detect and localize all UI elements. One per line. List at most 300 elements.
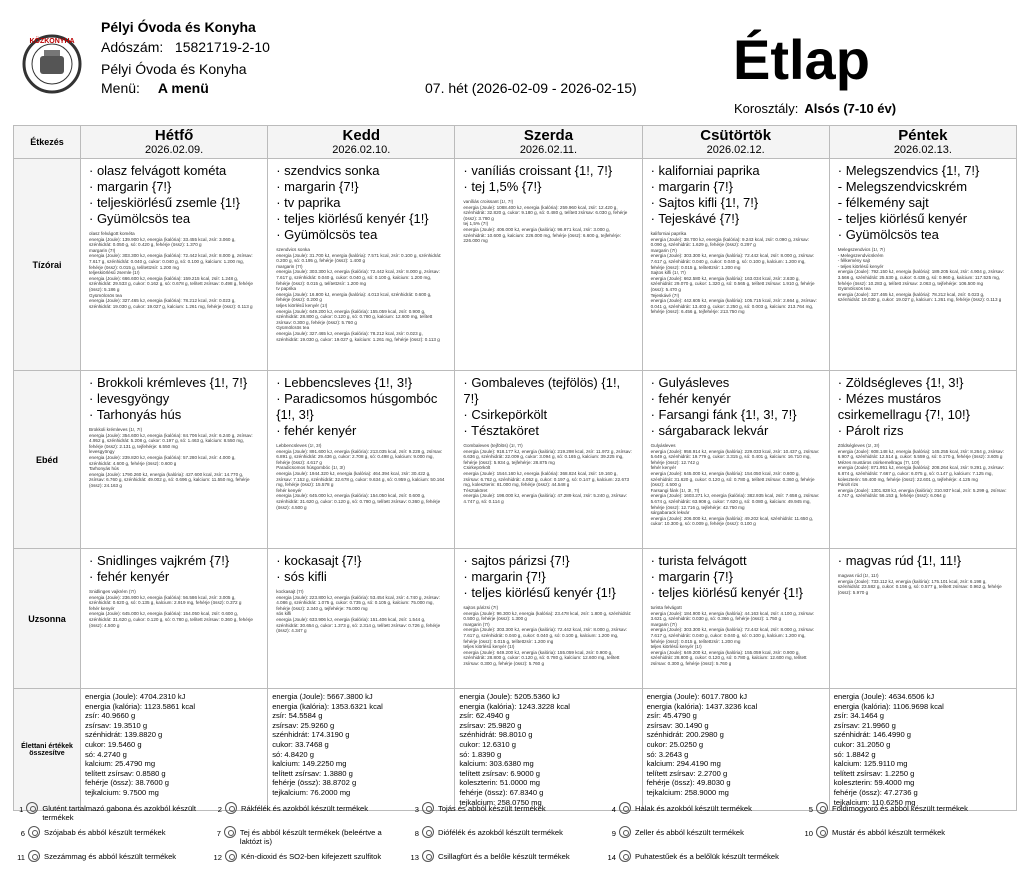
nutrition-line: margarin (7!) <box>650 621 677 627</box>
total-line: energia (kalória): 1243.3228 kcal <box>459 701 570 711</box>
menu-label: Menü: <box>101 80 140 96</box>
nutrition-line: energia (Joule): 608.148 kJ, energia (kalória): 145.255 kcal, zsír: 8.264 g, zsírsav: 6.907 g, szénhidrát: 12.514 g, cukor: 5.559 g, só: 0.170 g, fehérje (össz): 3.605 g <box>837 448 1004 460</box>
dish-item: · fehér kenyér <box>650 391 731 406</box>
nutrition-line: vaníliás croissant (1!, 7!) <box>463 199 514 204</box>
day-date: 2026.02.09. <box>145 144 204 156</box>
dish-item: · Tésztaköret <box>463 423 539 438</box>
nutrition-line: energia (Joule): 1301.828 kJ, energia (kalória): 310.937 kcal, zsír: 5.299 g, zsírsav: 4.747 g, szénhidrát: 56.153 g, fehérje (össz): 6.064 g <box>837 487 1007 499</box>
legend-text: Zeller és abból készült termékek <box>635 828 744 837</box>
nutrition-line: energia (Joule): 198.000 kJ, energia (kalória): 47.289 kcal, zsír: 5.240 g, zsírsav: 4.747 g, só: 0.114 g <box>463 493 628 504</box>
totals-cell <box>829 689 1016 811</box>
legend-number: 5 <box>808 805 813 814</box>
total-line: só: 1.8842 g <box>833 749 876 759</box>
soy-icon <box>28 826 40 838</box>
nutrition-line: energia (Joule): 792.150 kJ, energia (kalória): 189.205 kcal, zsír: 4.904 g, zsírsav: 3.566 g, szénhidrát: 25.530 g, cukor: 0.438 g, só: 0.960 g, kalcium: 117.525 mg, fehérje (össz): 10.283 g, telített zsírsav: 2.063 g, tejfehérje: 106.500 mg <box>837 269 1004 286</box>
tax-label: Adószám: <box>101 39 164 55</box>
dish-item: · Gyümölcsös tea <box>89 211 191 226</box>
nutrition-details <box>276 443 446 510</box>
dish-list <box>89 163 259 227</box>
menu-cell-content <box>455 371 641 507</box>
dish-item: · Tarhonyás hús <box>89 407 182 422</box>
total-line: koleszterin: 59.4000 mg <box>833 778 915 788</box>
total-line: zsír: 40.9660 g <box>85 711 136 721</box>
nutrition-line: energia (Joule): 303.300 kJ, energia (kalória): 72.442 kcal, zsír: 8.000 g, zsírsav: 7.617 g, szénhidrát: 0.040 g, cukor: 0.040 g, só: 0.100 g, kalcium: 1.200 mg, fehérje (össz): 0.015 g, telítettzsír: 1.200 mg <box>650 253 815 270</box>
menu-cell-content <box>268 159 454 344</box>
nutrition-line: Tejeskávé (7!) <box>650 292 680 298</box>
total-line: energia (Joule): 5667.3800 kJ <box>272 692 373 701</box>
total-line: zsír: 54.5584 g <box>272 711 323 721</box>
peanut-icon <box>816 802 828 814</box>
dish-item: · Gyümölcsös tea <box>837 227 939 242</box>
legend-number: 10 <box>804 829 813 838</box>
totals-cell <box>268 689 455 811</box>
total-line: tejkalcium: 258.9000 mg <box>646 787 729 797</box>
menu-line <box>101 80 209 96</box>
day-name: Hétfő <box>154 127 194 144</box>
age-group <box>734 101 896 116</box>
dish-item: · teljes kiörlésű kenyér {1!} <box>276 211 429 226</box>
logo-text: KÖZKONYHA <box>29 38 75 45</box>
menu-cell-content <box>268 371 454 512</box>
total-line: szénhidrát: 139.8820 g <box>85 730 163 740</box>
age-value: Alsós (7-10 év) <box>804 101 897 116</box>
nutrition-line: energia (Joule): 645.000 kJ, energia (kalória): 154.050 kcal, zsír: 0.600 g, szénhidrát: 31.620 g, cukor: 0.120 g, só: 0.780 g, telített zsírsav: 0.360 g, fehérje (össz): 4.500 g <box>89 611 253 628</box>
menu-cell <box>829 159 1016 371</box>
dish-list <box>838 163 1008 243</box>
legend-item <box>604 850 794 862</box>
nutrition-line: - teljes kiörlésű kenyér <box>837 263 884 269</box>
nutrition-line: kockasajt (7!) <box>276 589 304 594</box>
legend-text: Mustár és abból készült termékek <box>832 828 946 837</box>
dish-item: · margarin {7!} <box>650 179 733 194</box>
legend-text: Tej és abból készült termékek (beleértve a laktózt is) <box>239 828 382 846</box>
legend-item <box>13 850 203 862</box>
day-date: 2026.02.12. <box>706 144 765 156</box>
legend-text: Tojás és abból készült termékek <box>438 804 546 813</box>
wheat-icon <box>26 802 38 814</box>
nutrition-line: energia (Joule): 31.700 kJ, energia (kalória): 7.571 kcal, zsír: 0.100 g, szénhidrát: 0.200 g, só: 0.195 g, fehérje (össz): 1.400 g <box>276 252 442 264</box>
nutrition-line: fehér kenyér <box>650 465 677 471</box>
total-line: zsírsav: 25.9260 g <box>272 720 335 730</box>
nutrition-details <box>838 573 1008 595</box>
meal-row <box>14 371 1017 549</box>
day-date: 2026.02.10. <box>332 144 391 156</box>
total-line: fehérje (össz): 38.8702 g <box>272 778 357 788</box>
total-line: tejkalcium: 110.6250 mg <box>833 797 916 807</box>
nutrition-line: energia (Joule): 645.000 kJ, energia (kalória): 154.050 kcal, zsír: 0.600 g, szénhidrát: 31.620 g, cukor: 0.120 g, só: 0.780 g, telített zsírsav: 0.360 g, fehérje (össz): 4.500 g <box>650 470 815 488</box>
total-line: energia (kalória): 1437.3236 kcal <box>646 701 758 711</box>
menu-cell <box>81 159 268 371</box>
dish-item: · Farsangi fánk {1!, 3!, 7!} <box>650 407 797 422</box>
nutrition-line: Snidlinges vajkrém (7!) <box>89 589 136 594</box>
meal-label: Uzsonna <box>14 549 81 689</box>
legend-text: Kén-dioxid és SO2-ben kifejezett szulfitok <box>241 852 382 861</box>
legend-number: 14 <box>607 853 616 862</box>
milk-icon <box>224 826 236 838</box>
nutrition-details <box>651 231 821 315</box>
nutrition-line: sárgabarack lekvár <box>650 510 690 516</box>
nutrition-line: magvas rúd (1!, 11!) <box>837 573 879 578</box>
legend-item <box>210 850 400 862</box>
nutrition-line: energia (Joule): 239.820 kJ, energia (kalória): 57.280 kcal, zsír: 4.000 g, szénhidrát: 4.600 g, fehérje (össz): 0.600 g <box>89 454 236 466</box>
nutrition-details <box>463 199 633 244</box>
nutrition-line: szendvics sonka <box>276 247 310 252</box>
legend-number: 4 <box>611 805 616 814</box>
menu-cell-content <box>268 549 454 636</box>
dish-item: · margarin {7!} <box>463 569 546 584</box>
nutrition-line: Mézes mustáros csirkemellragu (7!, 10!) <box>837 459 920 465</box>
nutrition-details <box>651 443 821 527</box>
legend-number: 3 <box>414 805 419 814</box>
total-line: fehérje (össz): 67.8340 g <box>459 787 544 797</box>
nutrition-line: Gombaleves (tejfölös) (1!, 7!) <box>463 443 523 448</box>
legend-number: 9 <box>611 829 616 838</box>
nutrition-line: levesgyöngy <box>89 449 115 455</box>
legend-item <box>13 802 203 822</box>
nutrition-line: energia (Joule): 662.580 kJ, energia (kalória): 163.034 kcal, zsír: 2.630 g, szénhidrát: 29.070 g, cukor: 1.320 g, só: 0.565 g, telített zsírsav: 1.910 g, fehérje (össz): 5.470 g <box>650 275 815 292</box>
total-line: só: 4.2740 g <box>85 749 127 759</box>
nutrition-line: margarin (7!) <box>276 263 303 269</box>
nutrition-line: energia (Joule): 406.000 kJ, energia (kalória): 96.971 kcal, zsír: 3.000 g, szénhidrát: 10.600 g, kalcium: 226.000 mg, fehérje (össz): 6.600 g, tejfehérje: 226.000 mg <box>463 226 621 244</box>
nutrition-line: Melegszendvics (1!, 7!) <box>837 247 885 252</box>
total-line: telített zsírsav: 2.2700 g <box>646 768 728 778</box>
dish-item: · sárgabarack lekvár <box>650 423 769 438</box>
menu-cell-content <box>81 371 267 491</box>
legend-number: 13 <box>410 853 419 862</box>
nutrition-line: energia (Joule): 649.200 kJ, energia (kalória): 155.059 kcal, zsír: 0.900 g, szénhidrát: 28.800 g, cukor: 0.120 g, só: 0.780 g, kalcium: 12.600 mg, telített zsírsav: 0.300 g, fehérje (össz): 5.760 g <box>276 308 433 325</box>
day-name: Szerda <box>523 127 574 144</box>
legend-number: 8 <box>414 829 419 838</box>
nutrition-details <box>463 605 633 667</box>
legend-text: Rákfélék és azokból készült termékek <box>241 804 369 813</box>
nutrition-details <box>89 427 259 489</box>
legend-text: Glutént tartalmazó gabona és azokból készült termékek <box>42 804 196 822</box>
menu-cell <box>81 371 268 549</box>
nutrition-line: fehér kenyér <box>89 605 115 611</box>
dish-item: - teljes kiörlésű kenyér <box>837 211 968 226</box>
dish-item: · sós kifli <box>276 569 327 584</box>
nutrition-line: energia (Joule): 38.700 kJ, energia (kalória): 9.243 kcal, zsír: 0.090 g, zsírsav: 0.090 g, szénhidrát: 1.629 g, fehérje (össz): 0.297 g <box>650 236 810 248</box>
total-line: zsír: 45.4790 g <box>646 711 697 721</box>
nutrition-line: energia (Joule): 666.600 kJ, energia (kalória): 159.215 kcal, zsír: 1.248 g, szénhidrát: 29.533 g, cukor: 0.162 g, só: 0.678 g, telített zsírsav: 0.498 g, fehérje (össz): 5.186 g <box>89 275 253 292</box>
page-title: Étlap <box>733 28 870 91</box>
total-line: zsír: 34.1464 g <box>833 711 884 721</box>
nutrition-line: sós kifli <box>276 611 292 617</box>
total-line: só: 1.8390 g <box>459 749 502 759</box>
dish-list <box>838 553 1008 569</box>
menu-cell <box>455 371 642 549</box>
nutrition-line: energia (Joule): 303.300 kJ, energia (kalória): 72.442 kcal, zsír: 8.000 g, zsírsav: 7.617 g, szénhidrát: 0.040 g, cukor: 0.040 g, só: 0.100 g, kalcium: 1.200 mg, fehérje (össz): 0.015 g, telítettzsír: 1.200 mg <box>276 269 440 286</box>
menu-cell-content <box>830 371 1016 501</box>
legend-item <box>407 850 597 862</box>
menu-cell-content <box>643 159 829 317</box>
legend-number: 11 <box>17 853 25 862</box>
dish-item: · Gulyásleves <box>650 375 730 390</box>
total-line: só: 4.8420 g <box>272 749 314 759</box>
dish-item: · teljes kiörlésű kenyér {1!} <box>650 585 804 600</box>
dish-item: · sajtos párizsi {7!} <box>463 553 570 568</box>
menu-cell-content <box>81 549 267 630</box>
total-line: szénhidrát: 174.3190 g <box>272 730 350 740</box>
nutrition-line: energia (Joule): 1944.320 kJ, energia (kalória): 464.394 kcal, zsír: 30.422 g, zsírsav: 7.152 g, szénhidrát: 32.678 g, cukor: 9.634 g, só: 0.959 g, kalcium: 50.164 mg, fehérje (össz): 15.578 g <box>276 470 445 488</box>
dish-item: · teljeskiörlésű zsemle {1!} <box>89 195 241 210</box>
mollusc-icon <box>619 850 631 862</box>
day-header <box>455 126 642 159</box>
total-line: szénhidrát: 146.4990 g <box>833 730 912 740</box>
legend-item <box>13 826 203 838</box>
dish-item: · Snidlinges vajkrém {7!} <box>89 553 230 568</box>
total-line: energia (Joule): 4704.2310 kJ <box>85 692 186 701</box>
organization-name-secondary: Pélyi Óvoda és Konyha <box>101 61 247 77</box>
legend-text: Földimogyoró és abból készült termékek <box>832 804 968 813</box>
dish-item: · Gombaleves (tejfölös) {1!, 7!} <box>463 375 621 406</box>
total-line: cukor: 19.5460 g <box>85 739 142 749</box>
nutrition-details <box>89 589 259 628</box>
nutrition-line: energia (Joule): 442.605 kJ, energia (kalória): 105.715 kcal, zsír: 2.664 g, zsírsav: 0.041 g, szénhidrát: 13.403 g, cukor: 2.250 g, só: 0.003 g, kalcium: 213.764 mg, fehérje (össz): 6.456 g, tejfehérje: 213.750 mg <box>650 298 817 315</box>
total-line: cukor: 25.0250 g <box>646 739 704 749</box>
nutrition-line: energia (Joule): 649.200 kJ, energia (kalória): 155.059 kcal, zsír: 0.900 g, szénhidrát: 28.800 g, cukor: 0.120 g, só: 0.780 g, kalcium: 12.600 mg, telített zsírsav: 0.300 g, fehérje (össz): 5.760 g <box>463 649 620 666</box>
total-line: zsír: 62.4940 g <box>459 711 510 721</box>
dish-item: · Párolt rizs <box>837 423 904 438</box>
dish-item: · kockasajt {7!} <box>276 553 362 568</box>
nutrition-line: energia (Joule): 96.300 kJ, energia (kalória): 23.478 kcal, zsír: 1.800 g, szénhidrát: 0.500 g, fehérje (össz): 1.300 g <box>463 610 632 622</box>
totals-cell <box>455 689 642 811</box>
dish-item: · tej 1,5% {7!} <box>463 179 542 194</box>
nutrition-details <box>463 443 633 505</box>
dish-list <box>463 375 633 439</box>
nutrition-line: energia (Joule): 184.900 kJ, energia (kalória): 44.163 kcal, zsír: 4.100 g, zsírsav: 3.621 g, szénhidrát: 0.030 g, só: 0.366 g, fehérje (össz): 1.750 g <box>650 610 815 622</box>
dish-list <box>89 375 259 423</box>
sesame-icon <box>28 850 40 862</box>
total-line: zsírsav: 21.9960 g <box>833 720 896 730</box>
legend-item <box>407 826 597 838</box>
nutrition-line: margarin (7!) <box>89 247 116 253</box>
nutrition-line: energia (Joule): 633.906 kJ, energia (kalória): 151.406 kcal, zsír: 1.544 g, szénhidrát: 30.654 g, cukor: 1.373 g, só: 2.314 g, telített zsírsav: 0.726 g, fehérje (össz): 4.347 g <box>276 616 441 634</box>
dish-item: · Tejeskávé {7!} <box>650 211 740 226</box>
dish-item: · tv paprika <box>276 195 341 210</box>
nutrition-line: Gulyásleves <box>650 443 676 448</box>
nutrition-line: teljeskiörlésű zsemle (1!) <box>89 270 140 276</box>
legend-item <box>210 826 400 846</box>
total-line: fehérje (össz): 49.8030 g <box>646 778 731 788</box>
dish-list <box>276 553 446 585</box>
dish-item: · Zöldségleves {1!, 3!} <box>837 375 964 390</box>
nutrition-line: Paradicsomos húsgombóc (1!, 3!) <box>276 465 345 471</box>
total-line: tejkalcium: 76.2000 mg <box>272 787 351 797</box>
dish-item: · kaliforniai paprika <box>650 163 760 178</box>
total-line: fehérje (össz): 47.2736 g <box>833 787 918 797</box>
legend-text: Diófélék és azokból készült termékek <box>438 828 563 837</box>
nutrition-line: - Melegszendvicskrém <box>837 252 884 258</box>
menu-cell <box>642 159 829 371</box>
nutrition-line: Tésztaköret <box>463 487 488 493</box>
dish-item: · margarin {7!} <box>276 179 359 194</box>
total-line: telített zsírsav: 6.9000 g <box>459 768 540 778</box>
crab-icon <box>225 802 237 814</box>
legend-number: 2 <box>217 805 222 814</box>
legend-text: Szezámmag és abból készült termékek <box>44 852 177 861</box>
nutrition-line: turista felvágott <box>650 605 682 610</box>
nutrition-line: energia (Joule): 1790.260 kJ, energia (kalória): 427.600 kcal, zsír: 14.770 g, zsírsav: 6.760 g, szénhidrát: 49.002 g, só: 0.696 g, kalcium: 11.550 mg, fehérje (össz): 24.163 g <box>89 471 250 488</box>
nutrition-line: Sajtos kifli (1!, 7!) <box>650 270 686 276</box>
nutrition-line: Párolt rizs <box>837 482 859 488</box>
day-header <box>642 126 829 159</box>
nutrition-line: energia (Joule): 1088.400 kJ, energia (kalória): 259.960 kcal, zsír: 12.420 g, szénhidrát: 32.820 g, cukor: 9.180 g, só: 0.480 g, telített zsírsav: 6.030 g, fehérje (össz): 3.780 g <box>463 204 628 221</box>
fish-icon <box>619 802 631 814</box>
nutrition-line: Gyümölcsös tea <box>276 325 310 331</box>
nutrition-line: energia (Joule): 206.000 kJ, energia (kalória): 49.202 kcal, szénhidrát: 11.650 g, cukor: 10.300 g, só: 0.009 g, fehérje (össz): 0.100 g <box>650 515 814 527</box>
nutrition-line: olasz felvágott kométa <box>89 231 135 236</box>
nutrition-line: energia (Joule): 1544.160 kJ, energia (kalória): 368.824 kcal, zsír: 19.160 g, zsírsav: 6.762 g, szénhidrát: 4.052 g, cukor: 0.197 g, só: 0.147 g, kalcium: 22.673 mg, koleszterin: 81.000 mg, fehérje (össz): 44.548 g <box>463 470 630 488</box>
nutrition-line: energia (Joule): 327.465 kJ, energia (kalória): 78.212 kcal, zsír: 0.023 g, szénhidrát: 19.030 g, cukor: 19.027 g, kalcium: 1.261 mg, fehérje (össz): 0.113 g <box>276 330 440 342</box>
nutrition-line: kaliforniai paprika <box>650 231 687 236</box>
nutrition-line: margarin (7!) <box>650 247 677 253</box>
nutrition-details <box>276 247 446 342</box>
week-range: 07. hét (2026-02-09 - 2026-02-15) <box>425 80 637 96</box>
dish-list <box>838 375 1008 439</box>
dish-item: · margarin {7!} <box>89 179 172 194</box>
total-line: telített zsírsav: 1.3880 g <box>272 768 353 778</box>
menu-cell <box>829 371 1016 549</box>
nutrition-line: energia (Joule): 958.914 kJ, energia (kalória): 229.033 kcal, zsír: 10.437 g, zsírsav: 5.649 g, szénhidrát: 19.779 g, cukor: 3.315 g, só: 0.401 g, kalcium: 16.710 mg, fehérje (össz): 12.742 g <box>650 448 820 465</box>
total-line: cukor: 12.6310 g <box>459 739 516 749</box>
day-header <box>829 126 1016 159</box>
dish-item: · turista felvágott <box>650 553 747 568</box>
totals-cell <box>81 689 268 811</box>
nutrition-line: energia (Joule): 236.900 kJ, energia (kalória): 56.586 kcal, zsír: 3.005 g, szénhidrát: 0.620 g, só: 0.135 g, kalcium: 2.919 mg, fehérje (össz): 0.372 g <box>89 594 242 606</box>
menu-cell-content <box>643 549 829 669</box>
nutrition-line: fehér kenyér <box>276 487 302 493</box>
total-line: energia (kalória): 1106.9698 kcal <box>833 701 944 711</box>
lupin-icon <box>422 850 434 862</box>
nutrition-line: energia (Joule): 891.600 kJ, energia (kalória): 213.035 kcal, zsír: 9.228 g, zsírsav: 6.891 g, szénhidrát: 29.436 g, cukor: 2.708 g, só: 0.498 g, kalcium: 9.000 mg, fehérje (össz): 4.617 g <box>276 448 443 465</box>
menu-cell-content <box>830 549 1016 597</box>
legend-item <box>407 802 597 814</box>
dish-list <box>89 553 259 585</box>
menu-cell-content <box>830 159 1016 305</box>
kozkonyha-logo <box>22 30 82 98</box>
totals-cell <box>642 689 829 811</box>
total-line: energia (kalória): 1123.5861 kcal <box>85 701 196 711</box>
dish-item: · Brokkoli krémleves {1!, 7!} <box>89 375 248 390</box>
legend-item <box>210 802 400 814</box>
dish-item: · fehér kenyér <box>89 569 170 584</box>
totals-label: Élettani értékek összesítve <box>14 689 81 811</box>
menu-cell <box>829 549 1016 689</box>
total-line: energia (Joule): 5205.5360 kJ <box>459 692 560 701</box>
tax-value: 15821719-2-10 <box>174 39 270 55</box>
total-line: cukor: 31.2050 g <box>833 739 891 749</box>
total-line: zsírsav: 25.9820 g <box>459 720 522 730</box>
totals-row <box>14 689 1017 811</box>
legend-number: 1 <box>19 805 24 814</box>
menu-cell <box>455 159 642 371</box>
nutrition-line: Gyümölcsös tea <box>837 286 871 292</box>
dish-item: · vaníliás croissant {1!, 7!} <box>463 163 613 178</box>
meal-label: Ebéd <box>14 371 81 549</box>
nutrition-details <box>651 605 821 667</box>
nutrition-line: Gyümölcsös tea <box>89 292 122 298</box>
total-line: szénhidrát: 98.8010 g <box>459 730 533 740</box>
dish-item: · Sajtos kifli {1!, 7!} <box>650 195 759 210</box>
total-line: kalcium: 294.4190 mg <box>646 759 721 769</box>
nutrition-line: teljes kiörlésű kenyér (1!) <box>276 302 328 308</box>
dish-item: · olasz felvágott kométa <box>89 163 227 178</box>
total-line: zsírsav: 30.1490 g <box>646 720 709 730</box>
menu-cell <box>81 549 268 689</box>
nutrition-line: energia (Joule): 139.900 kJ, energia (kalória): 33.455 kcal, zsír: 3.060 g, szénhidrát: 0.050 g, só: 0.420 g, fehérje (össz): 1.370 g <box>89 236 236 248</box>
nutrition-line: energia (Joule): 303.300 kJ, energia (kalória): 72.442 kcal, zsír: 8.000 g, zsírsav: 7.617 g, szénhidrát: 0.040 g, cukor: 0.040 g, só: 0.100 g, kalcium: 1.200 mg, fehérje (össz): 0.015 g, telítettzsír: 1.200 mg <box>463 627 628 644</box>
dish-item: · Lebbencsleves {1!, 3!} <box>276 375 413 390</box>
menu-cell <box>642 371 829 549</box>
total-line: fehérje (össz): 38.7600 g <box>85 778 170 788</box>
nutrition-line: - félkemény sajt <box>837 258 870 264</box>
total-line: energia (kalória): 1353.6321 kcal <box>272 701 383 711</box>
menu-value: A menü <box>157 80 209 96</box>
menu-table <box>13 125 1017 811</box>
nutrition-line: energia (Joule): 871.951 kJ, energia (kalória): 208.264 kcal, zsír: 9.291 g, zsírsav: 6.874 g, szénhidrát: 7.667 g, cukor: 6.075 g, só: 0.147 g, kalcium: 7.125 mg, koleszterin: 59.400 mg, fehérje (össz): 22.601 g, tejfehérje: 4.125 mg <box>837 465 1004 482</box>
legend-text: Puhatestűek és a belőlük készült termékek <box>635 852 779 861</box>
day-date: 2026.02.13. <box>893 144 952 156</box>
total-line: kalcium: 149.2250 mg <box>272 759 347 769</box>
menu-cell <box>268 549 455 689</box>
nutrition-line: energia (Joule): 303.300 kJ, energia (kalória): 72.442 kcal, zsír: 8.000 g, zsírsav: 7.617 g, szénhidrát: 0.040 g, cukor: 0.040 g, só: 0.100 g, kalcium: 1.200 mg, fehérje (össz): 0.015 g, telítettzsír: 1.200 mg <box>650 627 815 644</box>
nutrition-line: energia (Joule): 327.465 kJ, energia (kalória): 78.212 kcal, zsír: 0.023 g, szénhidrát: 19.030 g, cukor: 19.027 g, kalcium: 1.261 mg, fehérje (össz): 0.113 g <box>89 298 253 309</box>
nutrition-line: teljes kiörlésű kenyér (1!) <box>463 644 515 650</box>
legend-number: 6 <box>20 829 25 838</box>
celery-icon <box>619 826 631 838</box>
total-line: zsírsav: 19.3510 g <box>85 720 148 730</box>
day-name: Csütörtök <box>700 127 772 144</box>
day-date: 2026.02.11. <box>519 144 578 156</box>
nutrition-line: energia (Joule): 733.112 kJ, energia (kalória): 175.101 kcal, zsír: 6.198 g, szénhidrát: 23.582 g, cukor: 0.156 g, só: 0.577 g, telített zsírsav: 0.962 g, fehérje (össz): 5.970 g <box>837 578 1002 595</box>
day-name: Péntek <box>898 127 948 144</box>
nutrition-line: energia (Joule): 645.000 kJ, energia (kalória): 154.050 kcal, zsír: 0.600 g, szénhidrát: 31.620 g, cukor: 0.120 g, só: 0.780 g, telített zsírsav: 0.360 g, fehérje (össz): 4.500 g <box>276 493 441 510</box>
dish-item: · Csirkepörkölt <box>463 407 548 422</box>
legend-number: 7 <box>216 829 221 838</box>
dish-list <box>651 553 821 601</box>
nutrition-line: tv paprika <box>276 286 297 292</box>
nutrition-line: energia (Joule): 223.800 kJ, energia (kalória): 53.454 kcal, zsír: 4.740 g, zsírsav: 4.086 g, szénhidrát: 1.075 g, cukor: 0.735 g, só: 0.105 g, kalcium: 75.000 mg, fehérje (össz): 2.340 g, tejfehérje: 75.000 mg <box>276 594 440 611</box>
nutrition-line: energia (Joule): 649.200 kJ, energia (kalória): 155.059 kcal, zsír: 0.900 g, szénhidrát: 28.800 g, cukor: 0.120 g, só: 0.780 g, kalcium: 12.600 mg, telített zsírsav: 0.300 g, fehérje (össz): 5.760 g <box>650 649 807 666</box>
dish-list <box>651 163 821 227</box>
day-header <box>81 126 268 159</box>
tax-number <box>101 39 270 55</box>
total-line: telített zsírsav: 1.2250 g <box>833 768 915 778</box>
menu-cell-content <box>643 371 829 529</box>
menu-cell <box>268 371 455 549</box>
dish-item: · magvas rúd {1!, 11!} <box>837 553 962 568</box>
total-line: só: 3.2643 g <box>646 749 689 759</box>
legend-text: Csillagfürt és a belőle készült termékek <box>438 852 570 861</box>
age-label: Korosztály: <box>734 101 799 116</box>
nutrition-line: energia (Joule): 1603.271 kJ, energia (kalória): 382.935 kcal, zsír: 7.658 g, zsírsav: 5.674 g, szénhidrát: 63.908 g, cukor: 7.620 g, só: 0.080 g, kalcium: 49.945 mg, fehérje (össz): 12.716 g, tejfehérje: 42.750 mg <box>650 493 820 510</box>
dish-item: · margarin {7!} <box>650 569 733 584</box>
egg-icon <box>422 802 434 814</box>
total-line: energia (Joule): 6017.7800 kJ <box>646 692 748 701</box>
nutrition-line: Tarhonyás hús <box>89 466 119 472</box>
nutrition-line: sajtos párizsi (7!) <box>463 605 499 610</box>
total-line: cukor: 33.7468 g <box>272 739 329 749</box>
dish-list <box>276 163 446 243</box>
legend-text: Halak és azokból készült termékek <box>635 804 752 813</box>
dish-item: · fehér kenyér <box>276 423 357 438</box>
dish-list <box>463 163 633 195</box>
nutrition-details <box>838 443 1008 499</box>
meal-row <box>14 549 1017 689</box>
nutrition-line: teljes kiörlésű kenyér (1!) <box>650 644 702 650</box>
legend-item <box>604 802 794 814</box>
